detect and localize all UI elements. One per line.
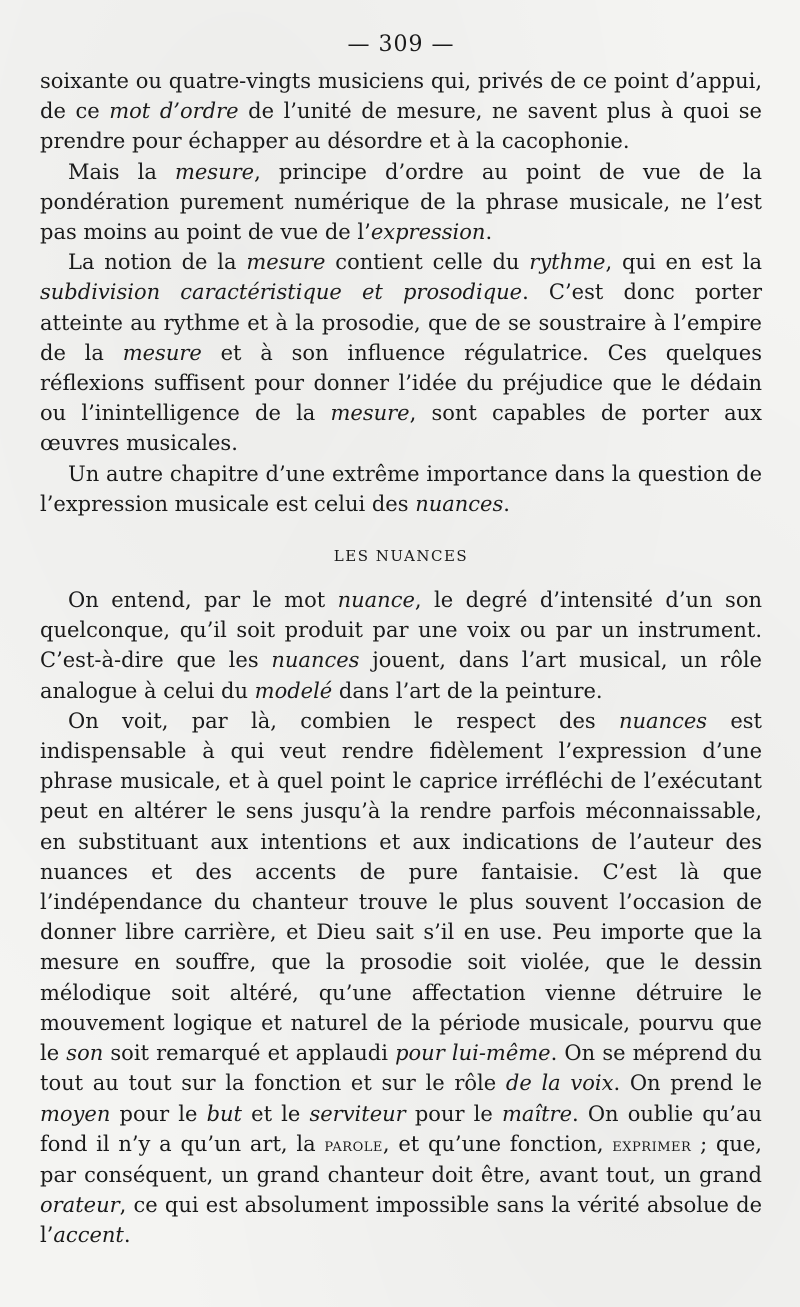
text-run: soit remarqué et applaudi	[103, 1041, 396, 1066]
italic-text: subdivision caractéristique et prosodique	[40, 280, 523, 305]
italic-text: mesure	[330, 401, 410, 426]
text-run: , le degré d’intensité d’un son quelconque, qu’il soit produit par une voix ou par un instrument. C’est-à-dire que les	[40, 588, 762, 673]
small-caps-text: exprimer	[612, 1133, 692, 1156]
body-text-after	[40, 585, 762, 1250]
italic-text: serviteur	[309, 1101, 406, 1126]
italic-text: orateur	[40, 1193, 120, 1218]
italic-text: pour lui-même	[395, 1041, 551, 1066]
text-run: Mais la	[68, 159, 175, 184]
paragraph	[40, 585, 762, 706]
text-run: .	[485, 220, 493, 245]
text-run: de l’unité de mesure, ne savent plus à quoi se prendre pour échapper au désordre et à la cacophonie.	[40, 99, 762, 154]
paragraph	[40, 157, 762, 248]
italic-text: mesure	[246, 250, 326, 275]
paragraph	[40, 66, 762, 157]
text-run: La notion de la	[68, 250, 247, 275]
text-run: dans l’art de la peinture.	[332, 678, 603, 703]
text-run: Un autre chapitre d’une extrême importance dans la question de l’expression musicale est celui des	[40, 461, 762, 516]
text-run: On entend, par le mot	[68, 588, 338, 613]
page-number: — 309 —	[347, 32, 455, 57]
italic-text: rythme	[529, 250, 606, 275]
paragraph	[40, 706, 762, 1251]
italic-text: nuances	[618, 708, 708, 733]
text-run: On voit, par là, combien le respect des	[68, 708, 619, 733]
text-run: contient celle du	[325, 250, 530, 275]
body-text-before	[40, 66, 762, 519]
italic-text: modelé	[254, 678, 333, 703]
text-run: , et qu’une fonction,	[382, 1131, 613, 1156]
italic-text: nuances	[415, 491, 504, 516]
text-run: , principe d’ordre au point de vue de la pondération purement numérique de la phrase musicale, ne l’est pas moins au point de vue de l’	[40, 159, 762, 245]
italic-text: nuance	[337, 588, 415, 613]
text-run: , qui en est la	[605, 250, 762, 275]
text-run: . On oublie qu’au fond il n’y a qu’un art, la	[40, 1101, 762, 1156]
paragraph	[40, 459, 762, 519]
italic-text: accent	[53, 1223, 124, 1248]
text-run: ; que, par conséquent, un grand chanteur doit être, avant tout, un grand	[40, 1131, 762, 1187]
text-run: pour le	[110, 1101, 207, 1126]
text-run: . On prend le	[613, 1071, 762, 1096]
text-run: soixante ou quatre-vingts musiciens qui, privés de ce point d’appui, de ce	[40, 69, 762, 124]
text-run: est indispensable à qui veut rendre fidèlement l’expression d’une phrase musicale, et à quel point le caprice irréfléchi de l’exécutant peut en altérer le sens jusqu’à la rendre parfois méconnaissable, en substituant aux intentions et aux indications de l’auteur des nuances et des accents de pure fantaisie. C’est là que l’indépendance du chanteur trouve le plus souvent l’occasion de donner libre carrière, et Dieu sait s’il en use. Peu importe que la mesure en souffre, que la prosodie soit violée, que le dessin mélodique soit altéré, qu’une affectation vienne détruire le mouvement logique et naturel de la période musicale, pourvu que le	[40, 708, 762, 1066]
text-run: pour le	[405, 1101, 502, 1126]
italic-text: expression	[370, 220, 486, 245]
text-run: .	[123, 1223, 131, 1248]
text-run: jouent, dans l’art musical, un rôle analogue à celui du	[40, 648, 762, 703]
italic-text: de la voix	[505, 1071, 614, 1096]
text-run: .	[503, 491, 510, 516]
text-run: et à son influence régulatrice. Ces quelques réflexions suffisent pour donner l’idée du préjudice que le dédain ou l’inintelligence de la	[40, 340, 762, 426]
text-run: , sont capables de porter aux œuvres musicales.	[40, 401, 762, 456]
italic-text: mesure	[122, 340, 202, 365]
section-heading: LES NUANCES	[333, 547, 469, 566]
italic-text: moyen	[40, 1101, 111, 1126]
small-caps-text: parole	[324, 1133, 383, 1156]
italic-text: nuances	[271, 648, 360, 673]
italic-text: maître	[501, 1101, 572, 1126]
text-run: , ce qui est absolument impossible sans la vérité absolue de l’	[40, 1193, 762, 1248]
italic-text: but	[206, 1101, 243, 1126]
italic-text: mot d’ordre	[109, 99, 239, 124]
text-run: et le	[242, 1101, 310, 1126]
paragraph	[40, 247, 762, 458]
text-run: . On se méprend du tout au tout sur la fonction et sur le rôle	[40, 1041, 762, 1096]
italic-text: mesure	[174, 159, 255, 184]
text-run: . C’est donc porter atteinte au rythme et à la prosodie, que de se soustraire à l’empire de la	[40, 280, 762, 365]
italic-text: son	[66, 1041, 104, 1066]
